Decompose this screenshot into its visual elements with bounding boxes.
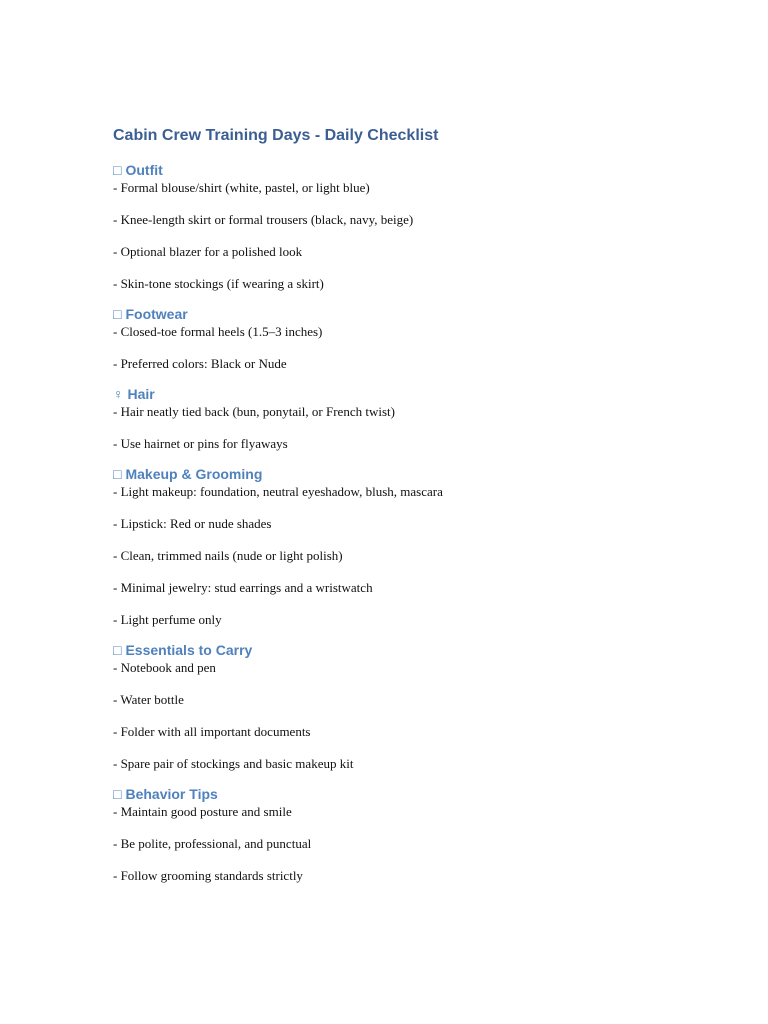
checklist-item: - Minimal jewelry: stud earrings and a wristwatch	[113, 580, 373, 595]
checklist-item: - Knee-length skirt or formal trousers (black, navy, beige)	[113, 212, 414, 227]
checklist-sections	[113, 160, 713, 884]
checklist-section	[113, 640, 713, 772]
checklist-section	[113, 384, 713, 452]
checklist-item: - Formal blouse/shirt (white, pastel, or light blue)	[113, 180, 370, 195]
checklist-item: - Notebook and pen	[113, 660, 216, 675]
checklist-section	[113, 464, 713, 628]
checklist-section	[113, 784, 713, 884]
footwear-icon: □	[113, 306, 122, 322]
checklist-item: - Water bottle	[113, 692, 184, 707]
section-heading	[113, 384, 713, 404]
checklist-item: - Lipstick: Red or nude shades	[113, 516, 272, 531]
checklist-items	[113, 324, 713, 372]
checklist-items	[113, 180, 713, 292]
checklist-items	[113, 660, 713, 772]
checklist-item: - Optional blazer for a polished look	[113, 244, 303, 259]
checklist-item: - Follow grooming standards strictly	[113, 868, 303, 883]
checklist-item: - Folder with all important documents	[113, 724, 311, 739]
checklist-section	[113, 304, 713, 372]
section-heading-label: Outfit	[125, 162, 163, 178]
behavior-icon: □	[113, 786, 122, 802]
checklist-item: - Preferred colors: Black or Nude	[113, 356, 287, 371]
section-heading-label: Essentials to Carry	[125, 642, 253, 658]
section-heading-label: Behavior Tips	[125, 786, 218, 802]
essentials-icon: □	[113, 642, 122, 658]
document-title: Cabin Crew Training Days - Daily Checklist	[113, 127, 439, 144]
checklist-item: - Closed-toe formal heels (1.5–3 inches)	[113, 324, 323, 339]
checklist-item: - Skin-tone stockings (if wearing a skirt)	[113, 276, 324, 291]
outfit-icon: □	[113, 162, 122, 178]
document-page	[113, 124, 713, 896]
checklist-item: - Be polite, professional, and punctual	[113, 836, 312, 851]
section-heading-label: Footwear	[125, 306, 188, 322]
checklist-item: - Light makeup: foundation, neutral eyeshadow, blush, mascara	[113, 484, 443, 499]
section-heading-label: Makeup & Grooming	[125, 466, 263, 482]
checklist-item: - Clean, trimmed nails (nude or light polish)	[113, 548, 343, 563]
checklist-item: - Hair neatly tied back (bun, ponytail, or French twist)	[113, 404, 395, 419]
section-heading	[113, 304, 713, 324]
section-heading-label: Hair	[127, 386, 155, 402]
checklist-item: - Use hairnet or pins for flyaways	[113, 436, 288, 451]
checklist-items	[113, 804, 713, 884]
female-sign-icon: ♀	[113, 386, 124, 402]
checklist-items	[113, 404, 713, 452]
section-heading	[113, 640, 713, 660]
checklist-items	[113, 484, 713, 628]
section-heading	[113, 464, 713, 484]
section-heading	[113, 160, 713, 180]
checklist-item: - Light perfume only	[113, 612, 222, 627]
checklist-item: - Spare pair of stockings and basic makeup kit	[113, 756, 354, 771]
checklist-section	[113, 160, 713, 292]
makeup-icon: □	[113, 466, 122, 482]
section-heading	[113, 784, 713, 804]
checklist-item: - Maintain good posture and smile	[113, 804, 292, 819]
